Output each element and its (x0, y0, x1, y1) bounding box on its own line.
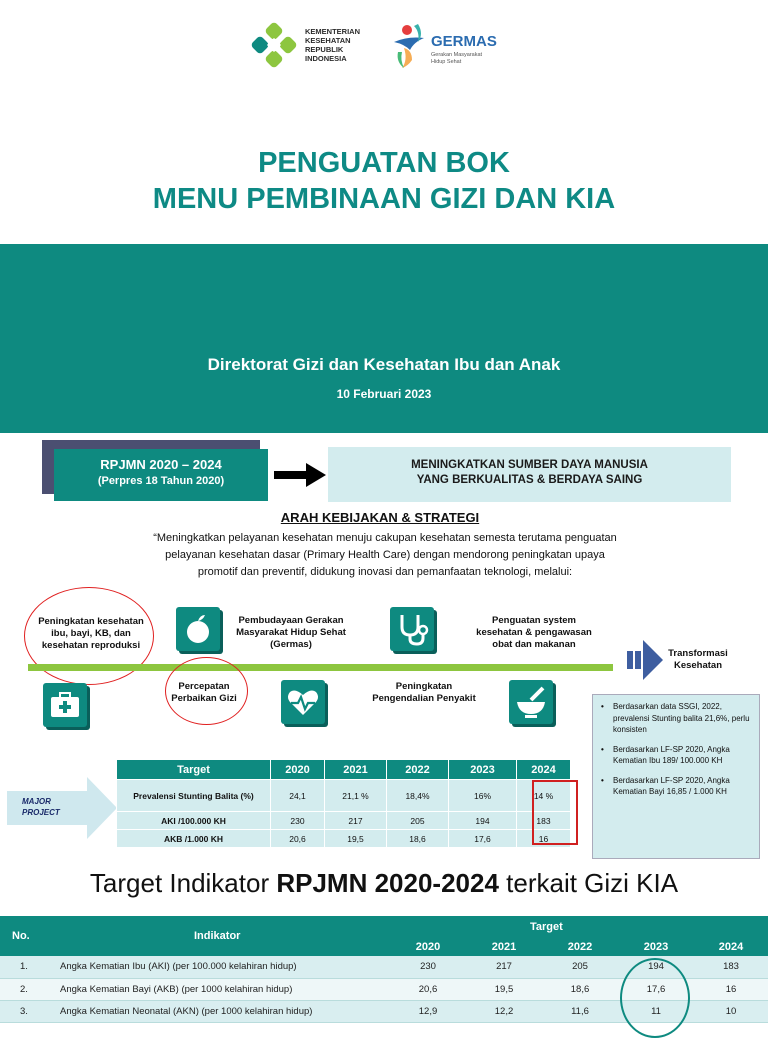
header-year: 2020 (390, 938, 466, 956)
rpjmn-subtitle: (Perpres 18 Tahun 2020) (97, 475, 225, 487)
header-year: 2022 (542, 938, 618, 956)
mini-header-year: 2024 (517, 760, 571, 780)
goal-box (328, 447, 731, 502)
mini-cell: 16 (517, 830, 571, 848)
germas-subtitle: Gerakan Masyarakat Hidup Sehat (431, 52, 483, 65)
table-row (117, 812, 571, 830)
title-line-2: MENU PEMBINAAN GIZI DAN KIA (152, 183, 616, 215)
header-year: 2021 (466, 938, 542, 956)
cell-value: 11 (618, 1000, 694, 1022)
presentation-date: 10 Februari 2023 (336, 387, 432, 401)
ministry-name: KEMENTERIAN KESEHATAN REPUBLIK INDONESIA (305, 27, 361, 63)
cell-indikator: Angka Kematian Bayi (AKB) (per 1000 kelahiran hidup) (52, 978, 390, 1000)
highlight-circle (165, 657, 248, 725)
timeline-line (28, 664, 613, 671)
note-text: Berdasarkan LF-SP 2020, Angka Kematian Bayi 16,85 / 1.000 KH (613, 775, 730, 796)
mini-cell: 16% (449, 780, 517, 812)
header-no: No. (0, 916, 52, 956)
note-item (601, 775, 753, 798)
bullet-icon: • (601, 775, 604, 785)
cell-no: 3. (0, 1000, 52, 1022)
mini-cell: 18,4% (387, 780, 449, 812)
cell-value: 183 (694, 956, 768, 978)
mini-cell: 17,6 (449, 830, 517, 848)
highlight-oval (620, 958, 690, 1038)
item-nutrition: Percepatan Perbaikan Gizi (171, 681, 237, 704)
germas-wordmark: GERMAS (431, 33, 497, 50)
medkit-icon (43, 683, 87, 727)
mini-cell: 205 (387, 812, 449, 830)
note-text: Berdasarkan LF-SP 2020, Angka Kematian Ibu 189/ 100.000 KH (613, 744, 730, 765)
transform-label: Transformasi Kesehatan (668, 648, 728, 671)
mini-cell: 230 (271, 812, 325, 830)
cell-value: 230 (390, 956, 466, 978)
cell-value: 19,5 (466, 978, 542, 1000)
target-mini-table (116, 759, 571, 848)
mini-cell: 217 (325, 812, 387, 830)
rpjmn-title: RPJMN 2020 – 2024 (100, 457, 222, 472)
item-maternal-health: Peningkatan kesehatan ibu, bayi, KB, dan kesehatan reproduksi (38, 616, 144, 651)
note-item (601, 701, 753, 736)
title-post: terkait Gizi KIA (498, 868, 679, 898)
arrow-right-icon (274, 463, 326, 487)
mortar-pestle-icon (509, 680, 553, 724)
mini-cell: 183 (517, 812, 571, 830)
cell-indikator: Angka Kematian Neonatal (AKN) (per 1000 kelahiran hidup) (52, 1000, 390, 1022)
goal-line-2: YANG BERKUALITAS & BERDAYA SAING (416, 474, 643, 486)
mini-cell: 14 % (517, 780, 571, 812)
mini-cell: Prevalensi Stunting Balita (%) (117, 780, 271, 812)
mini-cell: 18,6 (387, 830, 449, 848)
cell-value: 194 (618, 956, 694, 978)
title-line-1: PENGUATAN BOK (258, 147, 510, 179)
cell-value: 217 (466, 956, 542, 978)
cell-value: 205 (542, 956, 618, 978)
notes-box (592, 694, 760, 859)
cell-value: 18,6 (542, 978, 618, 1000)
stethoscope-icon (390, 607, 434, 651)
cell-value: 20,6 (390, 978, 466, 1000)
item-germas: Pembudayaan Gerakan Masyarakat Hidup Sehat (Germas) (236, 615, 346, 650)
mini-header-year: 2021 (325, 760, 387, 780)
note-text: Berdasarkan data SSGI, 2022, prevalensi Stunting balita 21,6%, perlu konsisten (613, 702, 750, 734)
mini-cell: 21,1 % (325, 780, 387, 812)
heart-pulse-icon (281, 680, 325, 724)
mini-cell: AKB /1.000 KH (117, 830, 271, 848)
cell-value: 12,2 (466, 1000, 542, 1022)
policy-heading: ARAH KEBIJAKAN & STRATEGI (280, 510, 480, 525)
heart-icon-box (281, 680, 325, 724)
mini-cell: 24,1 (271, 780, 325, 812)
goal-line-1: MENINGKATKAN SUMBER DAYA MANUSIA (411, 459, 648, 471)
mini-header-target: Target (117, 760, 271, 780)
mini-header-year: 2022 (387, 760, 449, 780)
page-title (0, 145, 768, 217)
mini-cell: 19,5 (325, 830, 387, 848)
header-indikator: Indikator (52, 916, 390, 956)
major-project-label: MAJOR PROJECT (22, 797, 60, 817)
policy-quote: “Meningkatkan pelayanan kesehatan menuju cakupan kesehatan semesta terutama penguatan pelayanan kesehatan dasar (Primary Health Care) dengan mendorong peningkatan upaya promotif dan preventif, didukung inovasi dan pemanfaatan teknologi, melalui: (153, 532, 617, 578)
title-pre: Target Indikator (89, 868, 277, 898)
rpjmn-box (54, 449, 268, 501)
item-health-system: Penguatan system kesehatan & pengawasan obat dan makanan (476, 615, 592, 650)
apple-icon (176, 607, 220, 651)
apple-icon-box (176, 607, 220, 651)
cell-value: 12,9 (390, 1000, 466, 1022)
title-band (0, 244, 768, 433)
cell-value: 17,6 (618, 978, 694, 1000)
highlight-box (532, 780, 578, 845)
mortar-icon-box (509, 680, 553, 724)
title-bold: RPJMN 2020-2024 (276, 868, 499, 898)
table-row (117, 780, 571, 812)
header-year: 2024 (694, 938, 768, 956)
item-disease-control: Peningkatan Pengendalian Penyakit (372, 681, 476, 704)
indicator-section-title (0, 868, 768, 899)
cell-value: 16 (694, 978, 768, 1000)
kemenkes-logo-icon (250, 22, 298, 70)
bullet-icon: • (601, 702, 604, 711)
cell-no: 1. (0, 956, 52, 978)
directorate-name: Direktorat Gizi dan Kesehatan Ibu dan Anak (207, 355, 561, 374)
medkit-icon-box (43, 683, 87, 727)
header-target: Target (390, 916, 768, 938)
mini-cell: 20,6 (271, 830, 325, 848)
mini-header-year: 2023 (449, 760, 517, 780)
cell-value: 10 (694, 1000, 768, 1022)
stethoscope-icon-box (390, 607, 434, 651)
header-year: 2023 (618, 938, 694, 956)
note-item (601, 744, 753, 767)
cell-value: 11,6 (542, 1000, 618, 1022)
cell-no: 2. (0, 978, 52, 1000)
mini-header-year: 2020 (271, 760, 325, 780)
mini-cell: 194 (449, 812, 517, 830)
mini-cell: AKI /100.000 KH (117, 812, 271, 830)
cell-indikator: Angka Kematian Ibu (AKI) (per 100.000 kelahiran hidup) (52, 956, 390, 978)
table-row (117, 830, 571, 848)
bullet-icon: • (601, 744, 604, 754)
